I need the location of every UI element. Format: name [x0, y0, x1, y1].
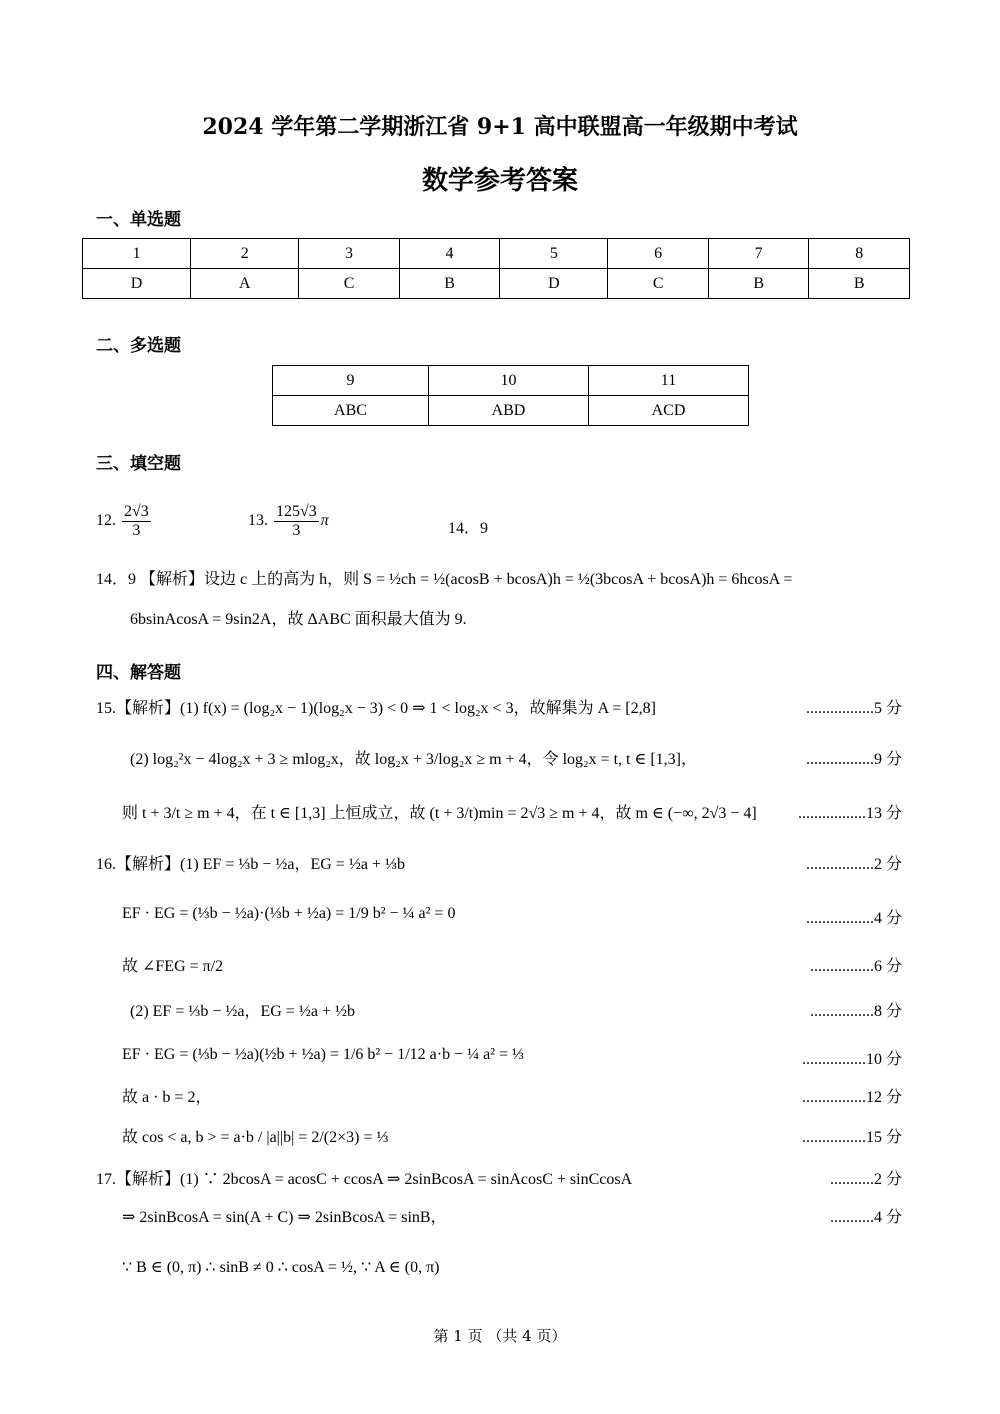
solution-line: 17.【解析】(1) ∵ 2bcosA = acosC + ccosA ⇒ 2sinBcosA = sinAcosC + sinCcosA [96, 1171, 633, 1188]
solution-line: 故 cos < a, b > = a·b / |a||b| = 2/(2×3) = ⅓ [122, 1129, 389, 1146]
score-marker: ................15 分 [801, 1129, 902, 1146]
fraction: $\frac{2√3}{3}$ [124, 503, 149, 539]
table-row [273, 366, 749, 396]
section-heading-single-choice: 一、单选题 [96, 210, 181, 230]
table-cell: 2 [191, 239, 299, 269]
page-subtitle: 数学参考答案 [421, 166, 578, 196]
score-marker: ................8 分 [809, 1003, 902, 1020]
table-cell: ABC [273, 396, 429, 426]
table-cell: 9 [273, 366, 429, 396]
table-row [273, 396, 749, 426]
solution-line: ⇒ 2sinBcosA = sin(A + C) ⇒ 2sinBcosA = sinB， [122, 1209, 447, 1226]
table-cell: C [299, 269, 399, 299]
table-cell: 6 [608, 239, 708, 269]
page-title: 2024 学年第二学期浙江省 9+1 高中联盟高一年级期中考试 [202, 114, 798, 140]
score-marker: ...........4 分 [829, 1209, 902, 1226]
solution-line: ∵ B ∈ (0, π) ∴ sinB ≠ 0 ∴ cosA = ½, ∵ A ∈ (0, π) [122, 1259, 440, 1276]
section-heading-solutions: 四、解答题 [96, 663, 181, 683]
score-marker: ................6 分 [809, 958, 902, 975]
question-number: 13. [248, 512, 268, 530]
table-row [83, 269, 910, 299]
solution-line: (2) EF = ⅓b − ½a，EG = ½a + ½b [130, 1003, 355, 1020]
table-cell: 11 [588, 366, 748, 396]
solution-line: EF · EG = (⅓b − ½a)(½b + ½a) = 1/6 b² − 1/12 a·b − ¼ a² = ⅓ [122, 1046, 525, 1063]
solution-line: 则 t + 3/t ≥ m + 4，在 t ∈ [1,3] 上恒成立，故 (t + 3/t)min = 2√3 ≥ m + 4，故 m ∈ (−∞, 2√3 − 4] [122, 805, 757, 822]
table-cell: B [809, 269, 910, 299]
solution-line: EF · EG = (⅓b − ½a)·(⅓b + ½a) = 1/9 b² − ¼ a² = 0 [122, 905, 456, 922]
score-marker: ................12 分 [801, 1089, 902, 1106]
q14-explanation-line1: 14．9 【解析】设边 c 上的高为 h，则 S = ½ch = ½(acosB + bcosA)h = ½(3bcosA + bcosA)h = 6hcosA = [96, 571, 793, 588]
table-cell: B [399, 269, 499, 299]
table-cell: B [708, 269, 808, 299]
section-heading-fill-in: 三、填空题 [96, 454, 181, 474]
table-cell: 7 [708, 239, 808, 269]
score-marker: .................2 分 [805, 856, 902, 873]
score-marker: .................13 分 [797, 805, 902, 822]
table-cell: 8 [809, 239, 910, 269]
q14-explanation-line2: 6bsinAcosA = 9sin2A，故 ΔABC 面积最大值为 9. [130, 611, 467, 628]
score-marker: .................9 分 [805, 751, 902, 768]
single-choice-answer-table [82, 238, 910, 299]
answer-q12 [96, 503, 153, 540]
score-marker: ................10 分 [801, 1051, 902, 1068]
table-cell: ABD [428, 396, 588, 426]
table-row [83, 239, 910, 269]
answer-q13: 13. $\frac{125√3}{3}$ π [248, 503, 329, 539]
table-cell: A [191, 269, 299, 299]
table-cell: D [500, 269, 608, 299]
table-cell: 5 [500, 239, 608, 269]
table-cell: 3 [299, 239, 399, 269]
fraction: $\frac{125√3}{3}$ [276, 503, 317, 539]
table-cell: 10 [428, 366, 588, 396]
page-footer: 第 1 页 （共 4 页） [433, 1327, 567, 1345]
table-cell: 4 [399, 239, 499, 269]
answer-q14: 14．9 [448, 520, 489, 537]
score-marker: ...........2 分 [829, 1171, 902, 1188]
solution-line: 16.【解析】(1) EF = ⅓b − ½a，EG = ½a + ⅓b [96, 856, 405, 873]
solution-line: (2) log₂²x − 4log₂x + 3 ≥ mlog₂x，故 log₂x + 3/log₂x ≥ m + 4，令 log₂x = t, t ∈ [1,3]， [130, 751, 698, 768]
table-cell: C [608, 269, 708, 299]
solution-line: 故 a · b = 2， [122, 1089, 212, 1106]
solution-line: 故 ∠FEG = π/2 [122, 958, 224, 975]
question-number: 12. [96, 512, 116, 530]
table-cell: 1 [83, 239, 191, 269]
section-heading-multi-choice: 二、多选题 [96, 336, 181, 356]
score-marker: .................4 分 [805, 910, 902, 927]
multi-choice-answer-table [272, 365, 749, 426]
score-marker: .................5 分 [805, 700, 902, 717]
solution-line: 15.【解析】(1) f(x) = (log₂x − 1)(log₂x − 3) < 0 ⇒ 1 < log₂x < 3，故解集为 A = [2,8] [96, 700, 656, 717]
table-cell: D [83, 269, 191, 299]
table-cell: ACD [588, 396, 748, 426]
